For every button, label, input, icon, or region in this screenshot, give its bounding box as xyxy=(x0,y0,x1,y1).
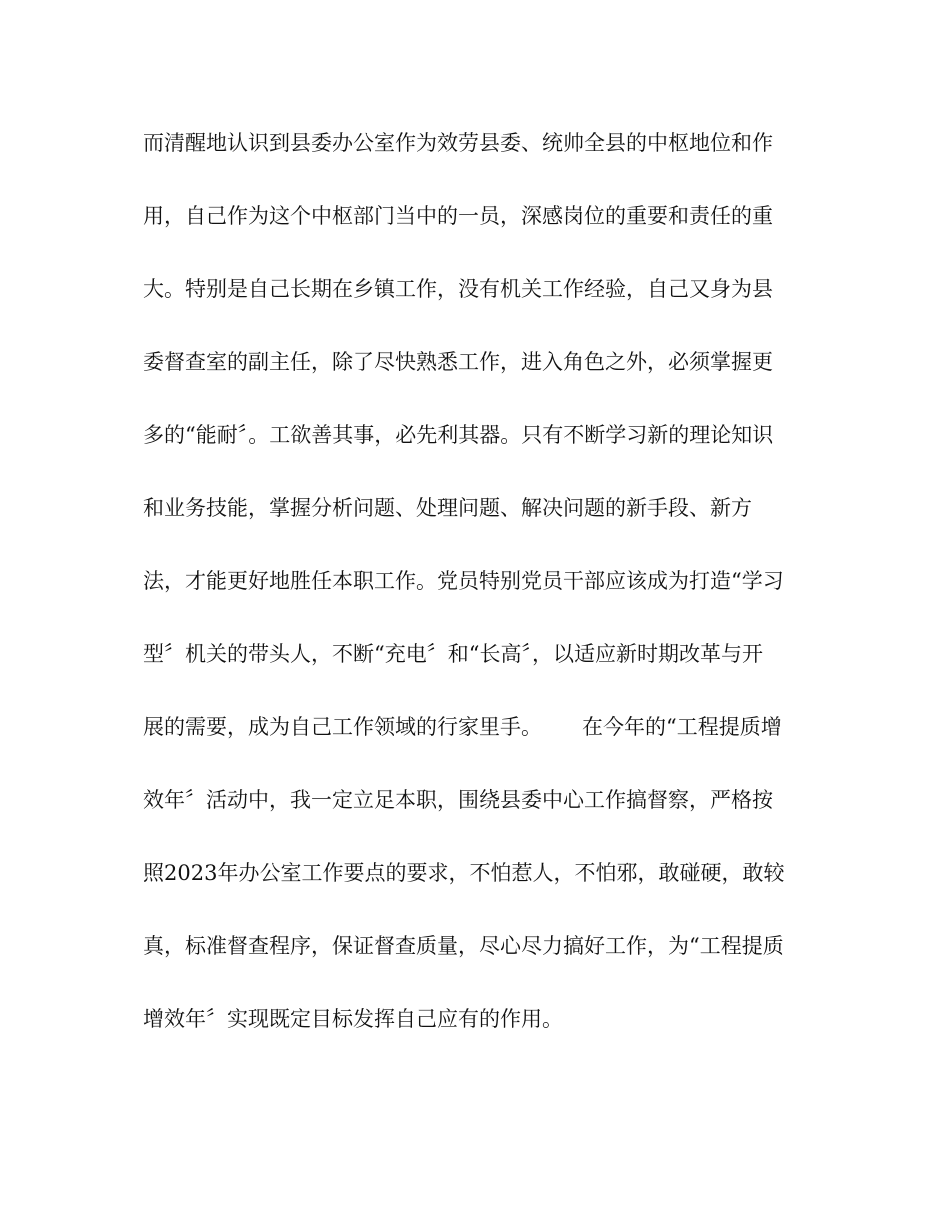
text-line: 大。特别是自己长期在乡镇工作，没有机关工作经验，自己又身为县 xyxy=(143,277,773,301)
text-line: 委督查室的副主任，除了尽快熟悉工作，进入角色之外，必须掌握更 xyxy=(143,350,773,374)
text-line: 而清醒地认识到县委办公室作为效劳县委、统帅全县的中枢地位和作 xyxy=(143,131,773,155)
body-text xyxy=(143,121,823,1070)
text-line: 法，才能更好地胜任本职工作。党员特别党员干部应该成为打造“学习 xyxy=(143,569,784,593)
text-line: 型〞机关的带头人，不断“充电〞和“长高〞，以适应新时期改革与开 xyxy=(143,642,763,666)
text-line: 照2023年办公室工作要点的要求，不怕惹人，不怕邪，敢碰硬，敢较 xyxy=(143,861,785,885)
text-line: 真，标准督查程序，保证督查质量，尽心尽力搞好工作，为“工程提质 xyxy=(143,934,784,958)
text-line: 效年〞活动中，我一定立足本职，围绕县委中心工作搞督察，严格按 xyxy=(143,788,773,812)
text-line: 增效年〞实现既定目标发挥自己应有的作用。 xyxy=(143,1007,563,1031)
text-line: 多的“能耐〞。工欲善其事，必先利其器。只有不断学习新的理论知识 xyxy=(143,423,774,447)
text-line: 展的需要，成为自己工作领域的行家里手。 在今年的“工程提质增 xyxy=(143,715,782,739)
text-line: 和业务技能，掌握分析问题、处理问题、解决问题的新手段、新方 xyxy=(143,496,752,520)
text-line: 用，自己作为这个中枢部门当中的一员，深感岗位的重要和责任的重 xyxy=(143,204,773,228)
